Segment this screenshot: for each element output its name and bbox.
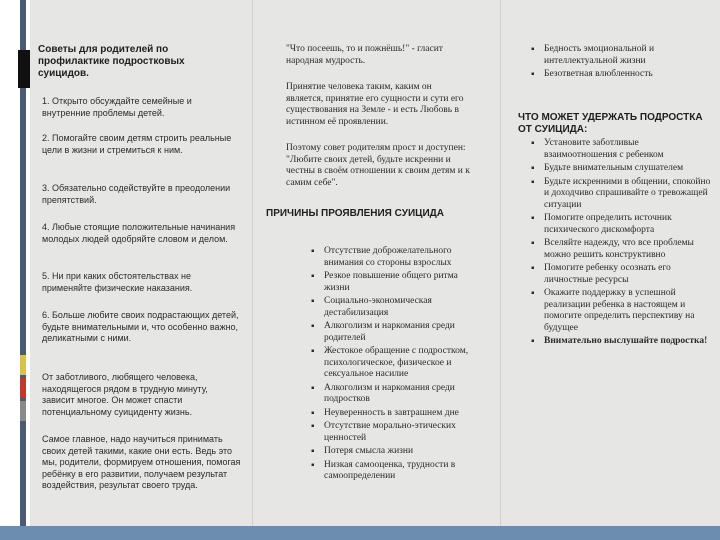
prevention-item: ▪ Окажите поддержку в успешной реализации ребенка в настоящем и помогите определить перспективу на будущее [544,288,714,334]
cause-item: ▪ Низкая самооценка, трудности в самоопределении [324,460,472,483]
prevention-item: ▪ Помогите ребенку осознать его личностные ресурсы [544,263,714,286]
advice-2: 2. Помогайте своим детям строить реальные цели в жизни и стремиться к ним. [42,133,232,155]
prevention-item: ▪ Помогите определить источник психического дискомфорта [544,213,714,236]
advice-4: 4. Любые стоящие положительные начинания молодых людей одобряйте словом и делом. [42,222,236,244]
acceptance-paragraph: Принятие человека таким, каким он является, принятие его сущности и сути его существования на Земле - и есть Любовь в истинном её проявлении. [286,82,464,127]
advice-title: Советы для родителей по профилактике подростковых суицидов. [38,44,185,79]
prevention-item: ▪ Внимательно выслушайте подростка! [544,336,714,348]
slide-marker-gray [20,401,26,421]
column-suicide-causes [262,0,472,526]
cause-item: ▪ Социально-экономическая дестабилизация [324,296,472,319]
column-prevention [518,0,720,526]
folk-quote: "Что посеешь, то и пожнёшь!" - гласит народная мудрость. [286,44,443,66]
cause-item: ▪ Алкоголизм и наркомания среди родителей [324,321,472,344]
cause-item: ▪ Безответная влюбленность [544,69,714,81]
causes-continued-list [544,44,714,83]
slide-marker-yellow [20,355,26,375]
fold-line-1 [252,0,253,526]
column-parents-advice [38,0,243,526]
cause-item: ▪ Отсутствие доброжелательного внимания со стороны взрослых [324,246,472,269]
cause-item: ▪ Резкое повышение общего ритма жизни [324,271,472,294]
cause-item: ▪ Неуверенность в завтрашнем дне [324,408,472,420]
cause-item: ▪ Потеря смысла жизни [324,446,472,458]
advice-8: Самое главное, надо научиться принимать своих детей такими, какие они есть. Ведь это мы, родители, формируем отношения, помогая ребёнку в его развитии, получаем результат воздействия, результат своего труда. [42,434,241,490]
advice-1: 1. Открыто обсуждайте семейные и внутренние проблемы детей. [42,96,192,118]
causes-list [324,246,472,485]
cause-item: ▪ Алкоголизм и наркомания среди подростков [324,383,472,406]
advice-3: 3. Обязательно содействуйте в преодолении препятствий. [42,183,231,205]
parents-advice-paragraph: Поэтому совет родителям прост и доступен: "Любите своих детей, будьте искренни и честны в своём отношении к своим детям и к самим себе". [286,143,470,188]
advice-6: 6. Больше любите своих подрастающих детей, будьте внимательными и, что особенно важно, деликатными с ними. [42,310,239,343]
prevention-heading: ЧТО МОЖЕТ УДЕРЖАТЬ ПОДРОСТКА ОТ СУИЦИДА: [518,112,703,135]
slide-bottom-bar [0,526,720,540]
cause-item: ▪ Жестокое обращение с подростком, психологическое, физическое и сексуальное насилие [324,346,472,381]
slide-marker-black [18,50,30,88]
cause-item: ▪ Бедность эмоциональной и интеллектуальной жизни [544,44,714,67]
advice-7: От заботливого, любящего человека, находящегося рядом в трудную минуту, зависит многое. Он может спасти потенциальному суициденту жизнь. [42,372,208,417]
prevention-list [544,138,714,350]
advice-5: 5. Ни при каких обстоятельствах не применяйте физические наказания. [42,271,193,293]
prevention-item: ▪ Установите заботливые взаимоотношения с ребенком [544,138,714,161]
fold-line-2 [500,0,501,526]
prevention-item: ▪ Вселяйте надежду, что все проблемы можно решить конструктивно [544,238,714,261]
causes-heading: ПРИЧИНЫ ПРОЯВЛЕНИЯ СУИЦИДА [266,208,444,219]
slide-marker-red [20,378,26,398]
brochure-scan [30,0,720,526]
prevention-item: ▪ Будьте искренними в общении, спокойно и доходчиво спрашивайте о тревожащей ситуации [544,177,714,212]
cause-item: ▪ Отсутствие морально-этических ценностей [324,421,472,444]
prevention-item: ▪ Будьте внимательным слушателем [544,163,714,175]
